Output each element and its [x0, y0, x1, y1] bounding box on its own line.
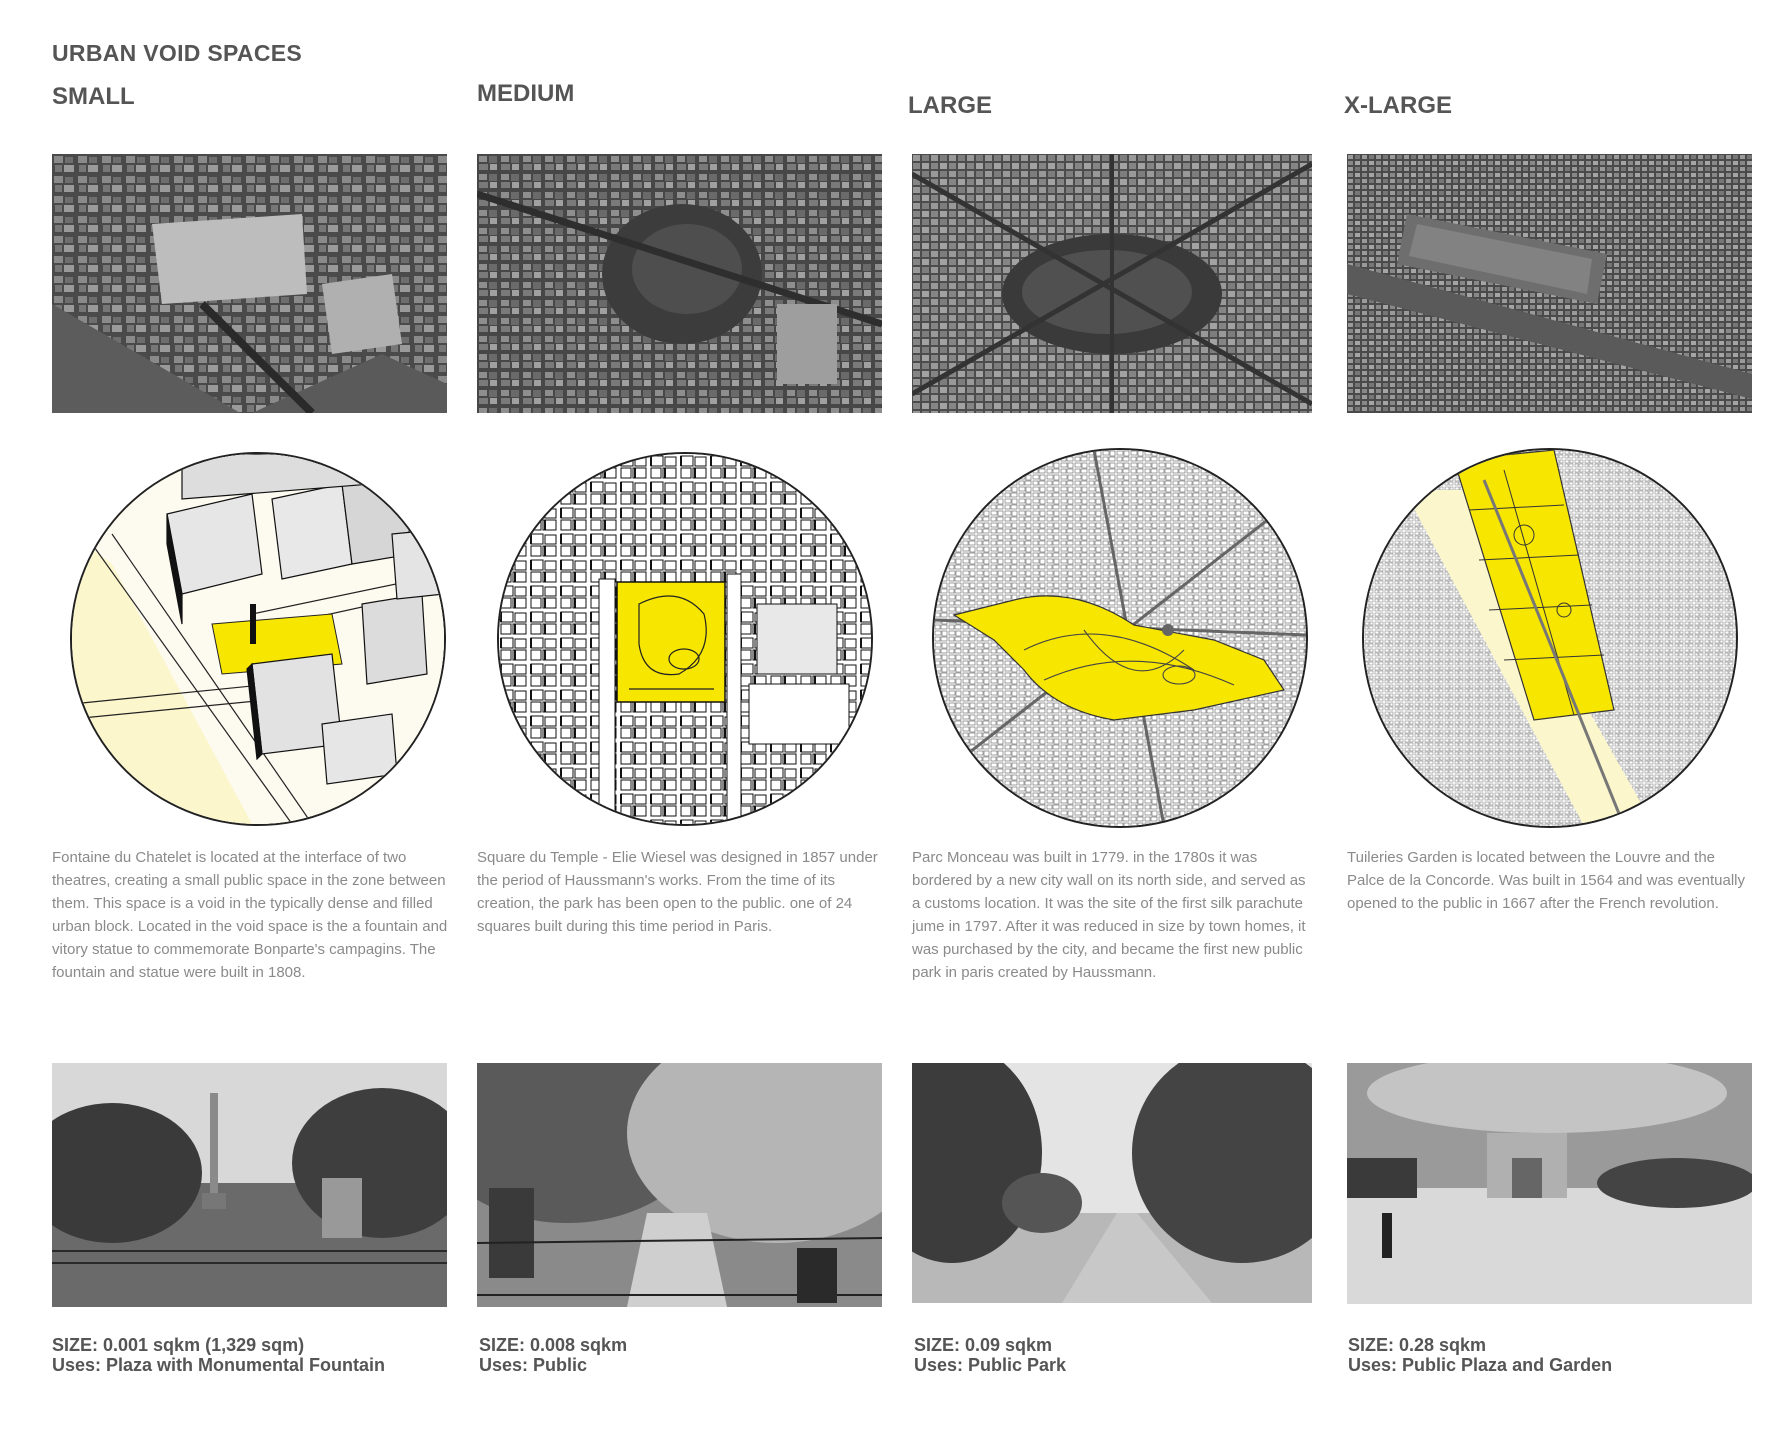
size-xlarge: SIZE: 0.28 sqkm [1348, 1335, 1487, 1355]
description-large: Parc Monceau was built in 1779. in the 1780s it was bordered by a new city wall on its north side, and served as a customs location. It was the site of the first silk parachute jume in 1797. After it was reduced in size by town homes, it was purchased by the city, and became the first new public park in paris created by Haussmann. [912, 849, 1306, 981]
aerial-photo-large [912, 154, 1312, 413]
street-photo-small [52, 1063, 447, 1307]
stats-small [52, 1335, 385, 1375]
category-small: SMALL [52, 83, 135, 110]
uses-large: Uses: Public Park [914, 1355, 1067, 1375]
category-large: LARGE [908, 92, 992, 119]
uses-small: Uses: Plaza with Monumental Fountain [52, 1355, 386, 1375]
street-photo-large [912, 1063, 1312, 1303]
street-photo-medium [477, 1063, 882, 1307]
map-diagram-small [70, 452, 446, 826]
aerial-photo-medium [477, 154, 882, 413]
uses-xlarge: Uses: Public Plaza and Garden [1348, 1355, 1613, 1375]
size-large: SIZE: 0.09 sqkm [914, 1335, 1053, 1355]
aerial-photo-small [52, 154, 447, 413]
aerial-photo-xlarge [1347, 154, 1752, 413]
description-small: Fontaine du Chatelet is located at the interface of two theatres, creating a small public space in the zone between them. This space is a void in the typically dense and filled urban block. Located in the void space is the a fountain and vitory statue to commemorate Bonparte's campagins. The fountain and statue were built in 1808. [52, 849, 448, 981]
category-xlarge: X-LARGE [1344, 92, 1452, 119]
size-small: SIZE: 0.001 sqkm (1,329 sqm) [52, 1335, 305, 1355]
uses-medium: Uses: Public [479, 1355, 588, 1375]
map-diagram-xlarge [1362, 448, 1738, 828]
stats-large [914, 1335, 1066, 1375]
description-medium: Square du Temple - Elie Wiesel was designed in 1857 under the period of Haussmann's works. From the time of its creation, the park has been open to the public. one of 24 squares built during this time period in Paris. [477, 849, 878, 935]
stats-xlarge [1348, 1335, 1612, 1375]
map-diagram-large [932, 448, 1308, 828]
size-medium: SIZE: 0.008 sqkm [479, 1335, 628, 1355]
category-medium: MEDIUM [477, 80, 575, 107]
map-diagram-medium [497, 452, 873, 826]
description-xlarge: Tuileries Garden is located between the Louvre and the Palce de la Concorde. Was built in 1564 and was eventually opened to the public in 1667 after the French revolution. [1347, 849, 1746, 912]
page-title: URBAN VOID SPACES [52, 40, 303, 66]
street-photo-xlarge [1347, 1063, 1752, 1304]
stats-medium [479, 1335, 627, 1375]
